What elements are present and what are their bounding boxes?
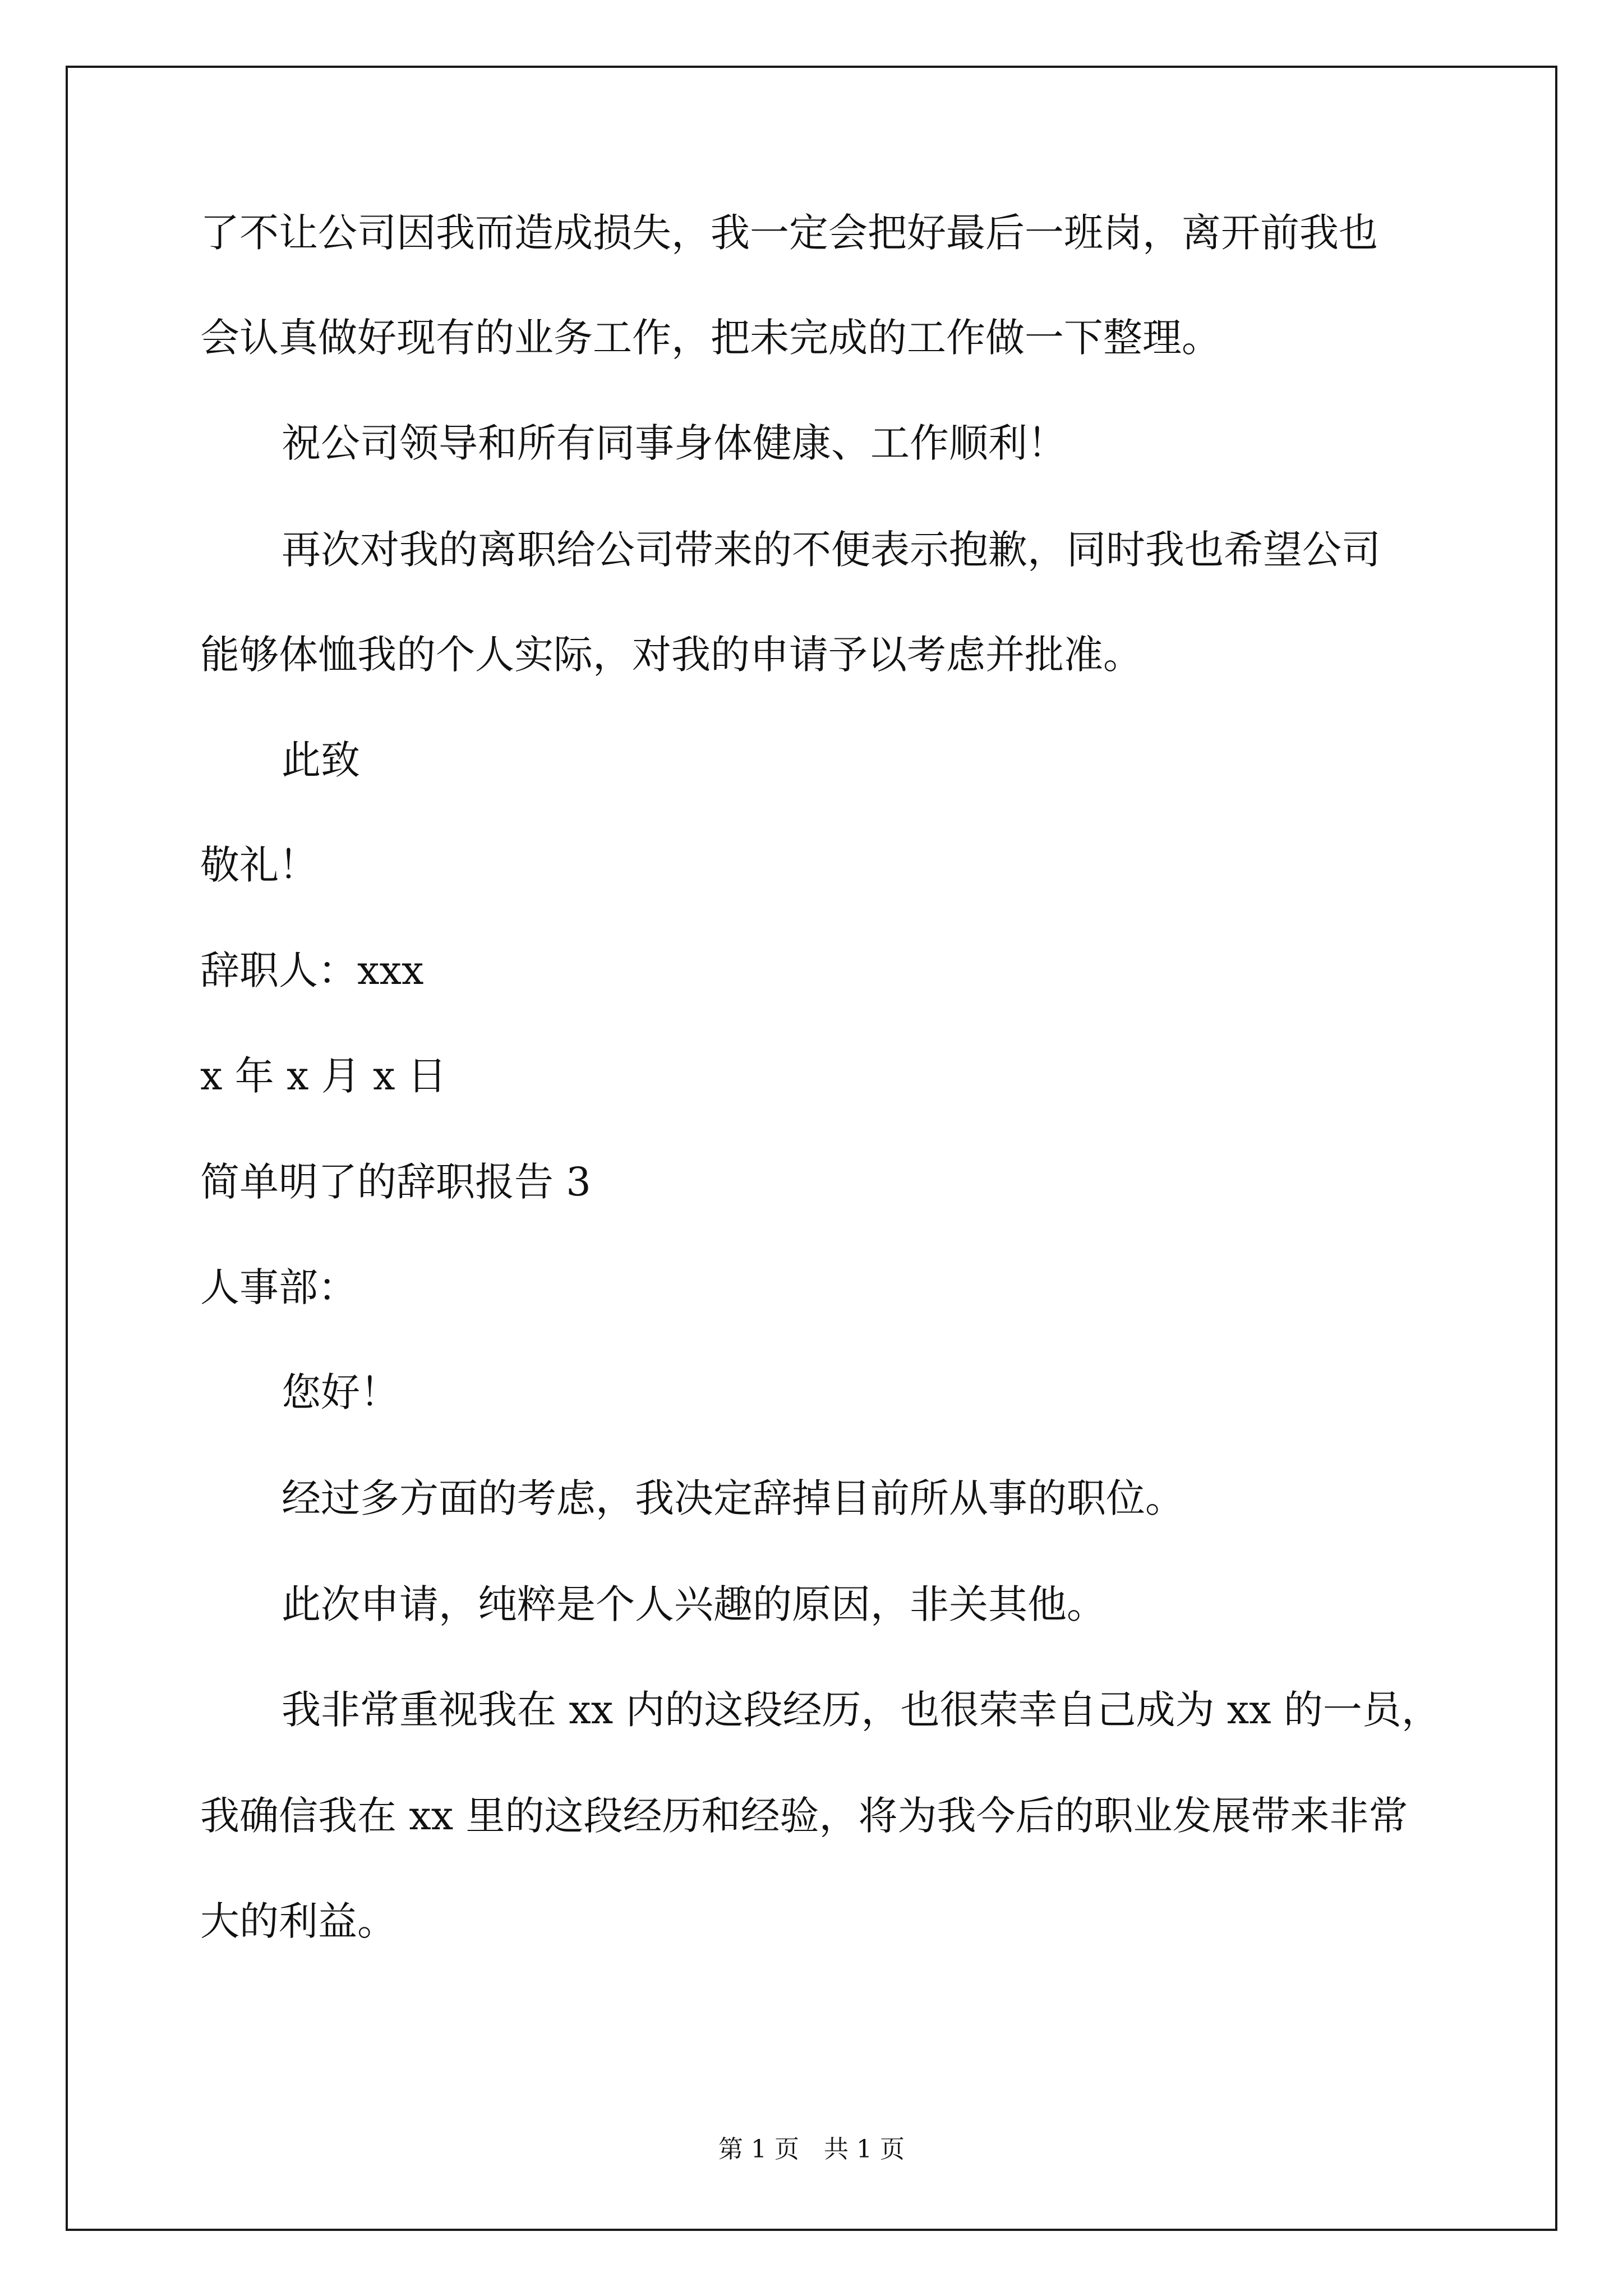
paragraph-line: 了不让公司因我而造成损失，我一定会把好最后一班岗，离开前我也 <box>200 210 1378 256</box>
paragraph-line: 会认真做好现有的业务工作，把未完成的工作做一下整理。 <box>200 315 1221 361</box>
paragraph-line: 再次对我的离职给公司带来的不便表示抱歉，同时我也希望公司 <box>282 527 1381 573</box>
paragraph-line: 此次申请，纯粹是个人兴趣的原因，非关其他。 <box>282 1581 1106 1627</box>
paragraph-line: 我非常重视我在 xx 内的这段经历，也很荣幸自己成为 xx 的一员， <box>282 1687 1441 1733</box>
recipient-line: 人事部： <box>200 1264 357 1310</box>
paragraph-line: 能够体恤我的个人实际，对我的申请予以考虑并批准。 <box>200 632 1142 678</box>
date-line: x 年 x 月 x 日 <box>200 1053 447 1099</box>
paragraph-line: 经过多方面的考虑，我决定辞掉目前所从事的职位。 <box>282 1475 1184 1521</box>
salutation-line: 敬礼！ <box>200 842 318 888</box>
paragraph-line: 大的利益。 <box>200 1898 396 1944</box>
greeting-line: 您好！ <box>282 1369 399 1415</box>
paragraph-line: 祝公司领导和所有同事身体健康、工作顺利！ <box>282 420 1067 466</box>
section-title: 简单明了的辞职报告 3 <box>200 1159 591 1205</box>
paragraph-line: 我确信我在 xx 里的这段经历和经验，将为我今后的职业发展带来非常 <box>200 1793 1408 1839</box>
closing-line: 此致 <box>282 737 360 783</box>
page-number-footer: 第 1 页 共 1 页 <box>718 2135 905 2164</box>
signature-line: 辞职人：xxx <box>200 947 424 993</box>
